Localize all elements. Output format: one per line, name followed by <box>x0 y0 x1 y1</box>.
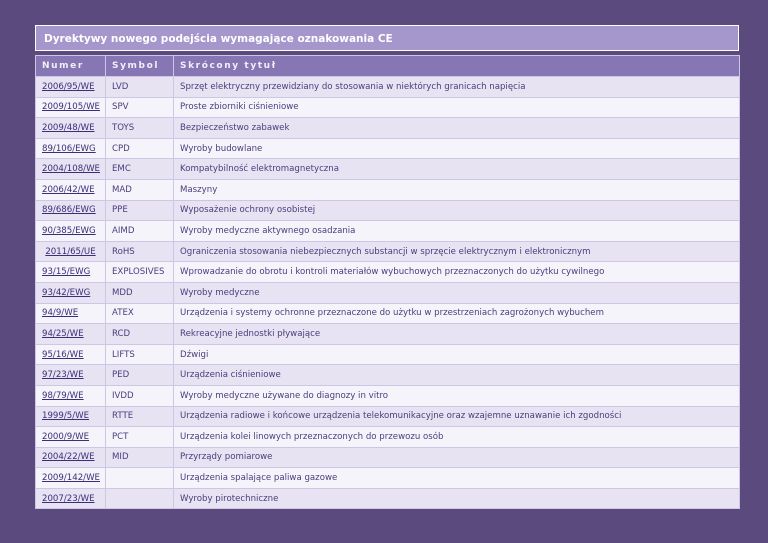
directive-symbol: SPV <box>106 97 174 118</box>
directive-symbol: MDD <box>106 282 174 303</box>
directive-symbol <box>106 468 174 489</box>
directive-title: Rekreacyjne jednostki pływające <box>174 324 740 345</box>
table-row <box>36 447 740 468</box>
directive-title: Wyroby budowlane <box>174 138 740 159</box>
directive-number-link[interactable]: 93/42/EWG <box>36 282 106 303</box>
table-row <box>36 138 740 159</box>
table-row <box>36 179 740 200</box>
directive-title: Bezpieczeństwo zabawek <box>174 118 740 139</box>
directive-title: Przyrządy pomiarowe <box>174 447 740 468</box>
directive-title: Ograniczenia stosowania niebezpiecznych substancji w sprzęcie elektrycznym i elektronicznym <box>174 241 740 262</box>
directive-number-link[interactable]: 2006/42/WE <box>36 179 106 200</box>
table-row <box>36 427 740 448</box>
directive-symbol <box>106 488 174 509</box>
table-row <box>36 468 740 489</box>
table-row <box>36 77 740 98</box>
directive-symbol: LIFTS <box>106 344 174 365</box>
table-row <box>36 385 740 406</box>
directive-symbol: LVD <box>106 77 174 98</box>
directive-number-link[interactable]: 98/79/WE <box>36 385 106 406</box>
directive-title: Wyposażenie ochrony osobistej <box>174 200 740 221</box>
directive-symbol: MAD <box>106 179 174 200</box>
table-row <box>36 344 740 365</box>
table-body <box>36 77 740 509</box>
directive-title: Wprowadzanie do obrotu i kontroli materiałów wybuchowych przeznaczonych do użytku cywilnego <box>174 262 740 283</box>
directive-symbol: PED <box>106 365 174 386</box>
table-row <box>36 159 740 180</box>
header-number: Numer <box>36 56 106 77</box>
directive-symbol: AIMD <box>106 221 174 242</box>
directive-title: Urządzenia i systemy ochronne przeznaczone do użytku w przestrzeniach zagrożonych wybuchem <box>174 303 740 324</box>
table-row <box>36 221 740 242</box>
directive-symbol: PCT <box>106 427 174 448</box>
directive-number-link[interactable]: 2004/22/WE <box>36 447 106 468</box>
header-title: Skrócony tytuł <box>174 56 740 77</box>
directive-number-link[interactable]: 2006/95/WE <box>36 77 106 98</box>
table-row <box>36 324 740 345</box>
directive-number-link[interactable]: 2000/9/WE <box>36 427 106 448</box>
directive-symbol: RCD <box>106 324 174 345</box>
directive-number-link[interactable]: 89/106/EWG <box>36 138 106 159</box>
directive-number-link[interactable]: 97/23/WE <box>36 365 106 386</box>
panel-title: Dyrektywy nowego podejścia wymagające oznakowania CE <box>35 25 739 51</box>
directive-number-link[interactable]: 93/15/EWG <box>36 262 106 283</box>
directive-symbol: RoHS <box>106 241 174 262</box>
directive-number-link[interactable]: 1999/5/WE <box>36 406 106 427</box>
directive-number-link[interactable]: 94/25/WE <box>36 324 106 345</box>
directives-table <box>35 55 740 509</box>
header-symbol: Symbol <box>106 56 174 77</box>
directive-symbol: RTTE <box>106 406 174 427</box>
directive-title: Wyroby medyczne <box>174 282 740 303</box>
directive-symbol: PPE <box>106 200 174 221</box>
directive-title: Proste zbiorniki ciśnieniowe <box>174 97 740 118</box>
directive-title: Urządzenia radiowe i końcowe urządzenia telekomunikacyjne oraz wzajemne uznawanie ich zgodności <box>174 406 740 427</box>
directive-number-link[interactable]: 2011/65/UE <box>36 241 106 262</box>
directive-symbol: TOYS <box>106 118 174 139</box>
directive-title: Wyroby medyczne aktywnego osadzania <box>174 221 740 242</box>
table-row <box>36 365 740 386</box>
directive-title: Urządzenia ciśnieniowe <box>174 365 740 386</box>
directive-number-link[interactable]: 2009/48/WE <box>36 118 106 139</box>
table-row <box>36 118 740 139</box>
directive-number-link[interactable]: 90/385/EWG <box>36 221 106 242</box>
directive-number-link[interactable]: 95/16/WE <box>36 344 106 365</box>
directive-symbol: EXPLOSIVES <box>106 262 174 283</box>
directive-title: Wyroby pirotechniczne <box>174 488 740 509</box>
directive-number-link[interactable]: 2009/142/WE <box>36 468 106 489</box>
directives-panel <box>35 25 739 511</box>
directive-symbol: EMC <box>106 159 174 180</box>
directive-title: Urządzenia spalające paliwa gazowe <box>174 468 740 489</box>
directive-symbol: IVDD <box>106 385 174 406</box>
directive-number-link[interactable]: 2009/105/WE <box>36 97 106 118</box>
table-row <box>36 262 740 283</box>
table-row <box>36 282 740 303</box>
directive-title: Sprzęt elektryczny przewidziany do stosowania w niektórych granicach napięcia <box>174 77 740 98</box>
directive-symbol: ATEX <box>106 303 174 324</box>
directive-title: Urządzenia kolei linowych przeznaczonych do przewozu osób <box>174 427 740 448</box>
directive-symbol: CPD <box>106 138 174 159</box>
table-row <box>36 303 740 324</box>
directive-title: Kompatybilność elektromagnetyczna <box>174 159 740 180</box>
table-header <box>36 56 740 77</box>
directive-title: Maszyny <box>174 179 740 200</box>
directive-title: Dźwigi <box>174 344 740 365</box>
table-row <box>36 406 740 427</box>
directive-symbol: MID <box>106 447 174 468</box>
directive-number-link[interactable]: 2007/23/WE <box>36 488 106 509</box>
directive-title: Wyroby medyczne używane do diagnozy in vitro <box>174 385 740 406</box>
directive-number-link[interactable]: 89/686/EWG <box>36 200 106 221</box>
table-row <box>36 200 740 221</box>
table-row <box>36 241 740 262</box>
table-row <box>36 488 740 509</box>
directive-number-link[interactable]: 94/9/WE <box>36 303 106 324</box>
directive-number-link[interactable]: 2004/108/WE <box>36 159 106 180</box>
table-row <box>36 97 740 118</box>
